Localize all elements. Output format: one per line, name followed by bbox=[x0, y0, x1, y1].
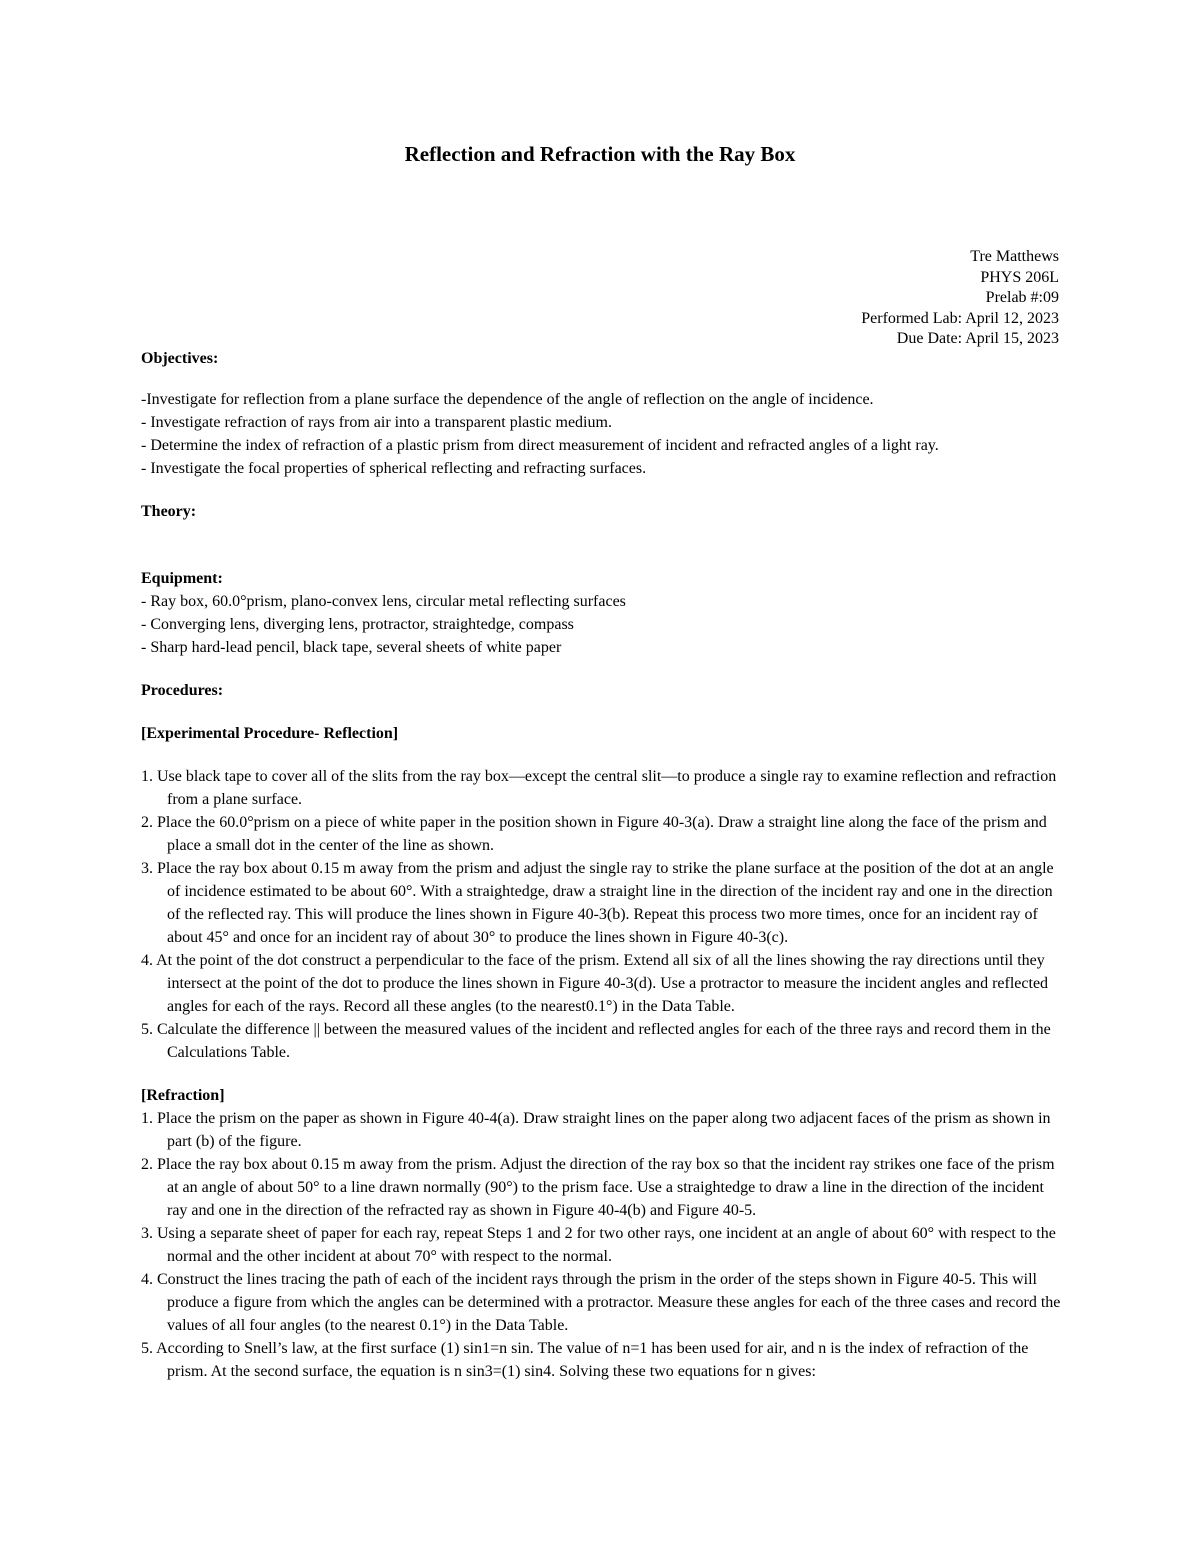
theory-heading: Theory: bbox=[141, 503, 197, 520]
performed-date: Performed Lab: April 12, 2023 bbox=[861, 309, 1059, 327]
objective-item: - Investigate refraction of rays from air into a transparent plastic medium. bbox=[141, 414, 612, 431]
refraction-step: 3. Using a separate sheet of paper for each ray, repeat Steps 1 and 2 for two other rays, one incident at an angle of about 60° with respect to the normal and the other incident at about 70° with respect to the normal. bbox=[141, 1225, 1056, 1265]
equipment-item: - Sharp hard-lead pencil, black tape, several sheets of white paper bbox=[141, 639, 562, 656]
objective-item: - Determine the index of refraction of a plastic prism from direct measurement of incident and refracted angles of a light ray. bbox=[141, 437, 939, 454]
prelab-number: Prelab #:09 bbox=[985, 289, 1059, 306]
document-body bbox=[141, 347, 1061, 1383]
objective-item: - Investigate the focal properties of spherical reflecting and refracting surfaces. bbox=[141, 460, 647, 477]
author-name: Tre Matthews bbox=[970, 248, 1059, 265]
equipment-item: - Ray box, 60.0°prism, plano-convex lens, circular metal reflecting surfaces bbox=[141, 593, 626, 610]
objectives-heading: Objectives: bbox=[141, 350, 219, 367]
course-code: PHYS 206L bbox=[980, 268, 1059, 286]
reflection-steps bbox=[141, 765, 1061, 1064]
refraction-step: 4. Construct the lines tracing the path of each of the incident rays through the prism in the order of the steps shown in Figure 40-5. This will produce a figure from which the angles can be determined with a protractor. Measure these angles for each of the three cases and record the values of all four angles (to the nearest 0.1°) in the Data Table. bbox=[141, 1271, 1061, 1334]
reflection-step: 2. Place the 60.0°prism on a piece of white paper in the position shown in Figure 40-3(a). Draw a straight line along the face of the prism and place a small dot in the center of the line as shown. bbox=[141, 814, 1047, 854]
reflection-step: 5. Calculate the difference || between the measured values of the incident and reflected angles for each of the three rays and record them in the Calculations Table. bbox=[141, 1021, 1051, 1061]
equipment-heading: Equipment: bbox=[141, 570, 223, 587]
document-title: Reflection and Refraction with the Ray Box bbox=[404, 142, 796, 166]
author-block bbox=[861, 247, 1059, 350]
refraction-step: 2. Place the ray box about 0.15 m away from the prism. Adjust the direction of the ray box so that the incident ray strikes one face of the prism at an angle of about 50° to a line drawn normally (90°) to the prism face. Use a straightedge to draw a line in the direction of the incident ray and one in the direction of the refracted ray as shown in Figure 40-4(b) and Figure 40-5. bbox=[141, 1156, 1055, 1219]
refraction-steps bbox=[141, 1107, 1061, 1383]
due-date: Due Date: April 15, 2023 bbox=[896, 330, 1059, 347]
reflection-step: 4. At the point of the dot construct a perpendicular to the face of the prism. Extend all six of all the lines showing the ray directions until they intersect at the point of the dot to produce the lines shown in Figure 40-3(d). Use a protractor to measure the incident angles and reflected angles for each of the rays. Record all these angles (to the nearest0.1°) in the Data Table. bbox=[141, 952, 1049, 1015]
refraction-heading: [Refraction] bbox=[141, 1087, 225, 1104]
reflection-heading: [Experimental Procedure- Reflection] bbox=[141, 725, 399, 742]
refraction-step: 1. Place the prism on the paper as shown in Figure 40-4(a). Draw straight lines on the paper along two adjacent faces of the prism as shown in part (b) of the figure. bbox=[141, 1110, 1051, 1150]
objective-item: -Investigate for reflection from a plane surface the dependence of the angle of reflection on the angle of incidence. bbox=[141, 391, 874, 408]
refraction-step: 5. According to Snell’s law, at the first surface (1) sin1=n sin. The value of n=1 has been used for air, and n is the index of refraction of the prism. At the second surface, the equation is n sin3=(1) sin4. Solving these two equations for n gives: bbox=[141, 1340, 1029, 1380]
reflection-step: 1. Use black tape to cover all of the slits from the ray box—except the central slit—to produce a single ray to examine reflection and refraction from a plane surface. bbox=[141, 768, 1057, 808]
reflection-step: 3. Place the ray box about 0.15 m away from the prism and adjust the single ray to strike the plane surface at the position of the dot at an angle of incidence estimated to be about 60°. With a straightedge, draw a straight line in the direction of the incident ray and one in the direction of the reflected ray. This will produce the lines shown in Figure 40-3(b). Repeat this process two more times, once for an incident ray of about 45° and once for an incident ray of about 30° to produce the lines shown in Figure 40-3(c). bbox=[141, 860, 1054, 946]
equipment-item: - Converging lens, diverging lens, protractor, straightedge, compass bbox=[141, 616, 574, 633]
procedures-heading: Procedures: bbox=[141, 682, 224, 699]
